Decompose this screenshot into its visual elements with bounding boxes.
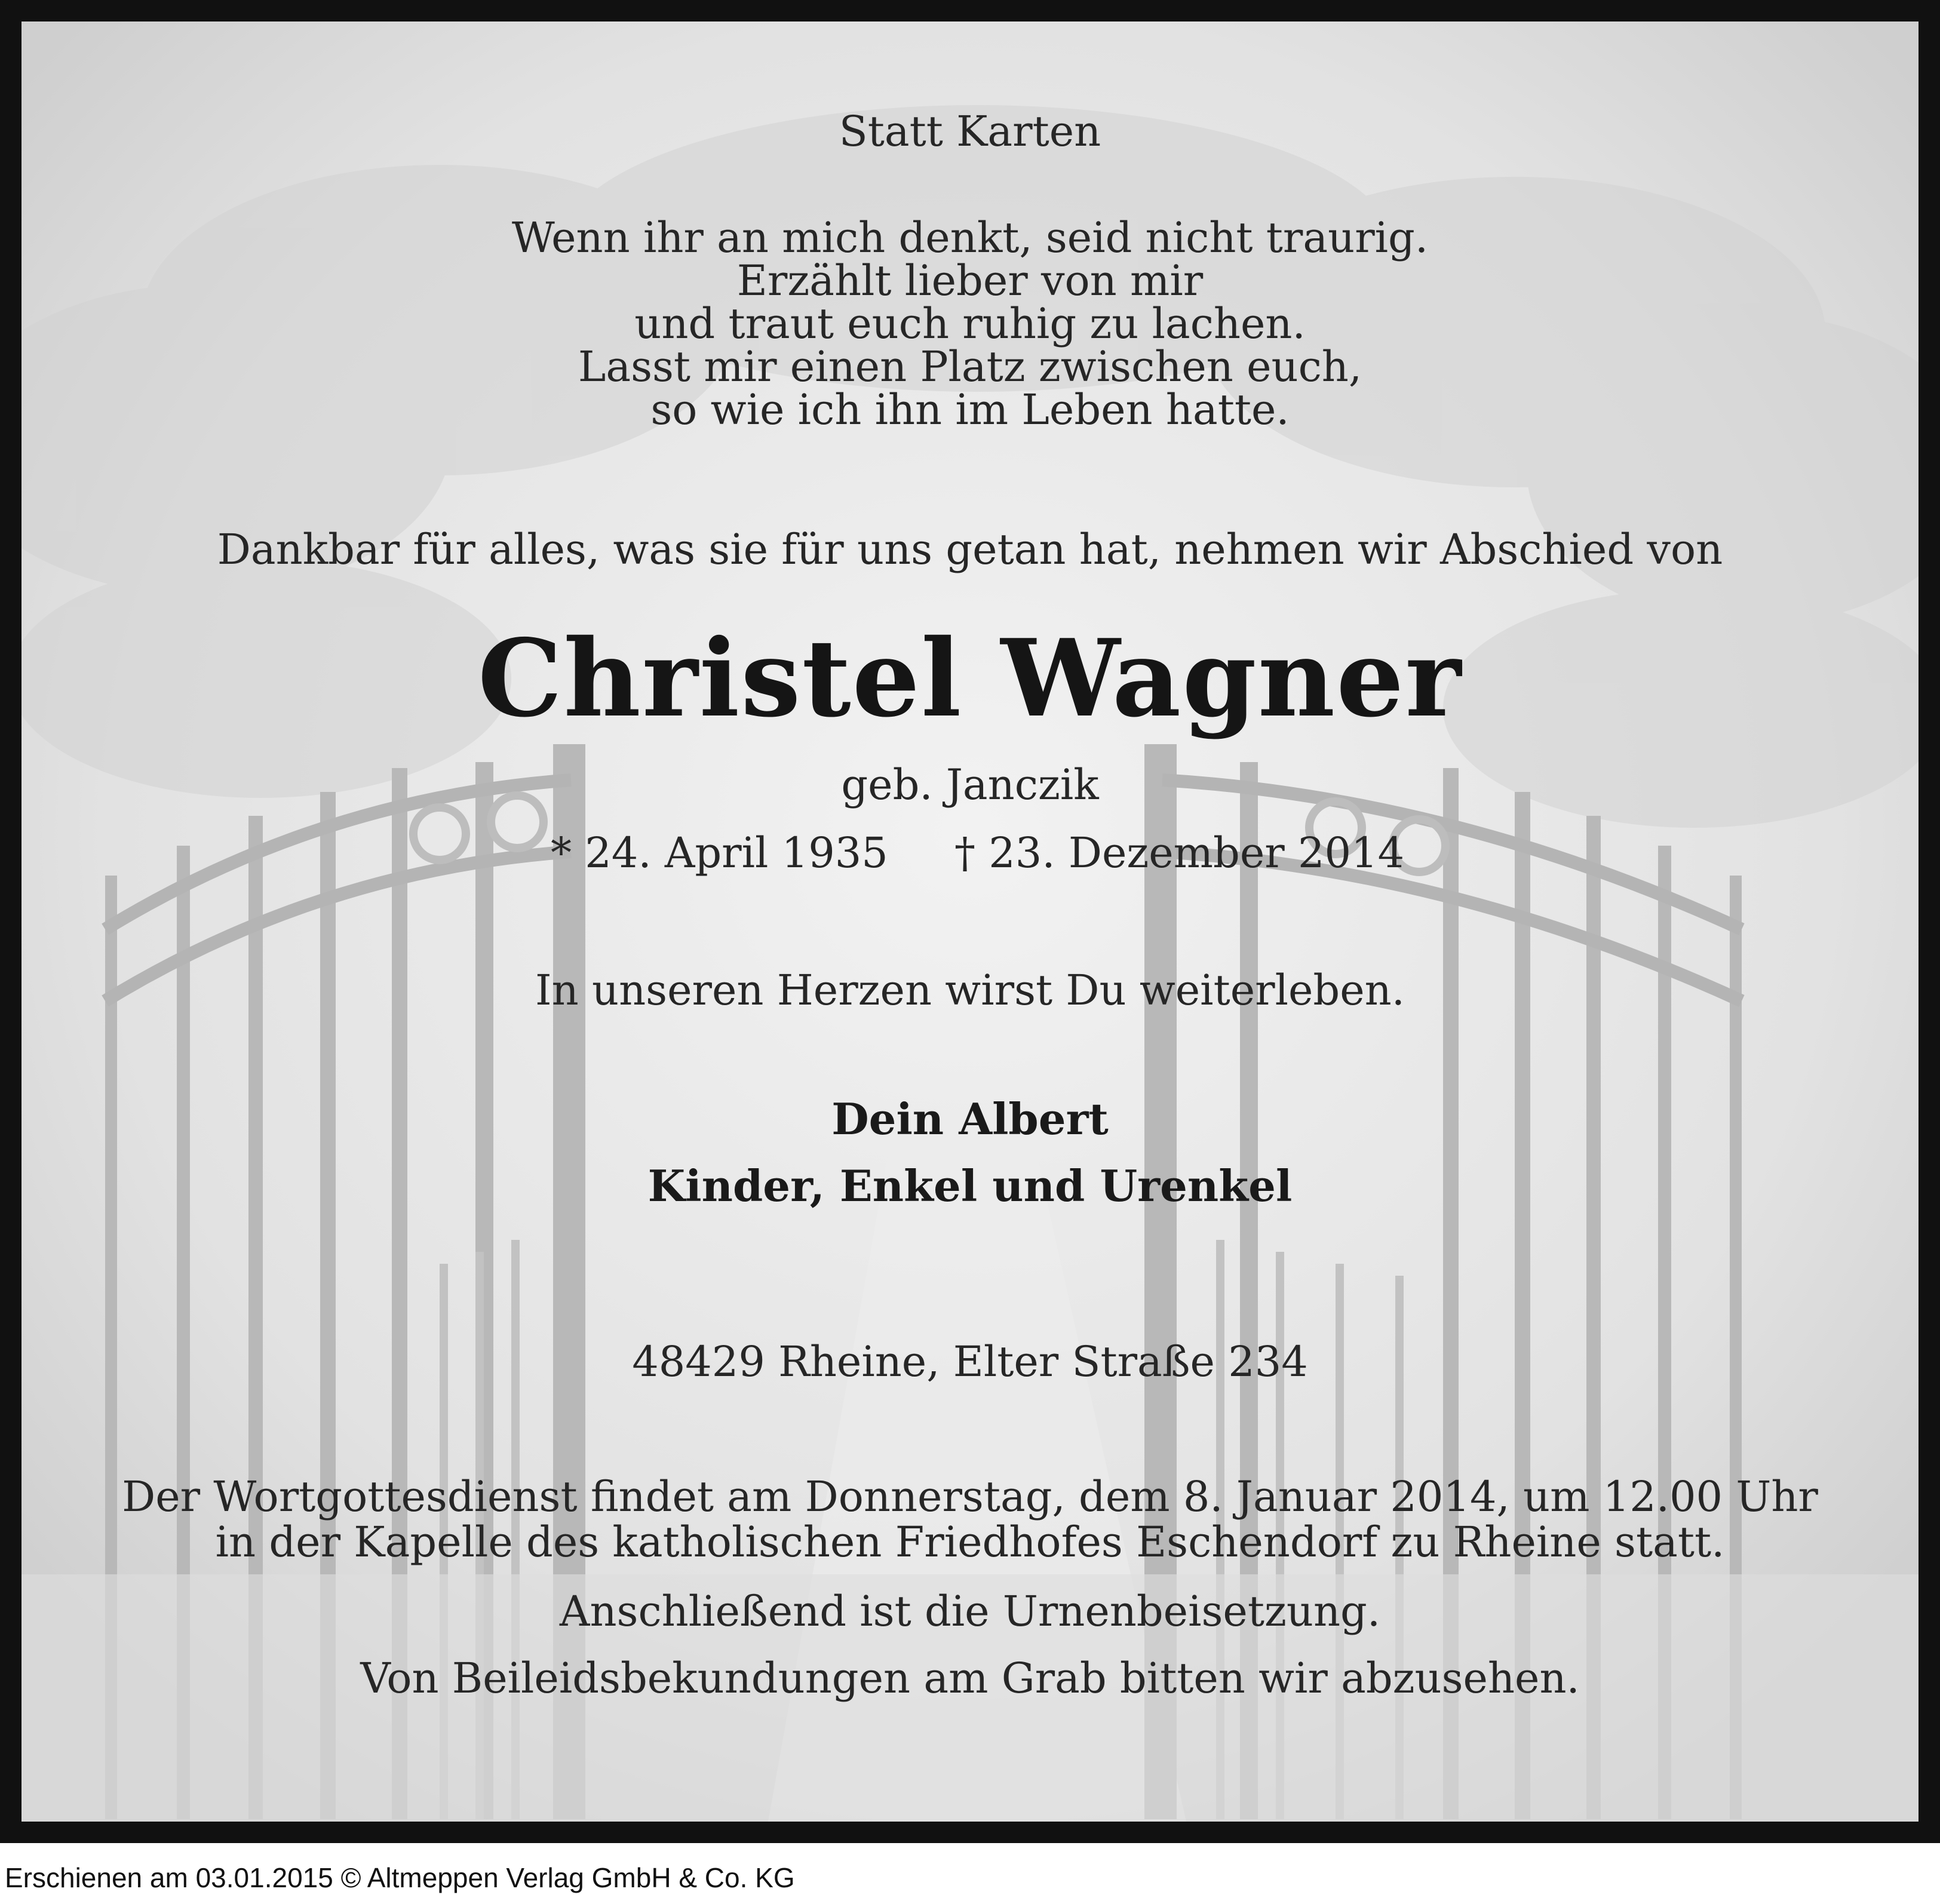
farewell-intro: Dankbar für alles, was sie für uns getan hat, nehmen wir Abschied von [217, 525, 1723, 574]
address: 48429 Rheine, Elter Straße 234 [632, 1337, 1308, 1386]
maiden-name: geb. Janczik [841, 760, 1099, 809]
service-line: Der Wortgottesdienst findet am Donnerstag, dem 8. Januar 2014, um 12.00 Uhr [122, 1472, 1818, 1521]
death-date: † 23. Dezember 2014 [954, 828, 1405, 877]
birth-date: * 24. April 1935 [551, 828, 888, 877]
poem-line: Wenn ihr an mich denkt, seid nicht traurig. [511, 213, 1429, 262]
life-dates [22, 829, 1918, 877]
mourner-line: Dein Albert [831, 1094, 1109, 1144]
poem-line: so wie ich ihn im Leben hatte. [650, 385, 1290, 434]
remembrance-line: In unseren Herzen wirst Du weiterleben. [535, 966, 1405, 1015]
poem-line: Lasst mir einen Platz zwischen euch, [578, 342, 1362, 391]
poem-line: Erzählt lieber von mir [736, 256, 1204, 305]
deceased-name: Christel Wagner [477, 616, 1463, 741]
obituary-card [22, 22, 1918, 1822]
service-line: in der Kapelle des katholischen Friedhofes Eschendorf zu Rheine statt. [215, 1518, 1725, 1567]
poem-line: und traut euch ruhig zu lachen. [634, 299, 1306, 348]
mourner-line: Kinder, Enkel und Urenkel [647, 1160, 1293, 1211]
publication-credit: Erschienen am 03.01.2015 © Altmeppen Verlag GmbH & Co. KG [5, 1862, 795, 1893]
burial-note: Anschließend ist die Urnenbeisetzung. [559, 1587, 1381, 1636]
condolence-request: Von Beileidsbekundungen am Grab bitten wir abzusehen. [360, 1654, 1580, 1703]
heading-statt-karten: Statt Karten [839, 107, 1101, 156]
